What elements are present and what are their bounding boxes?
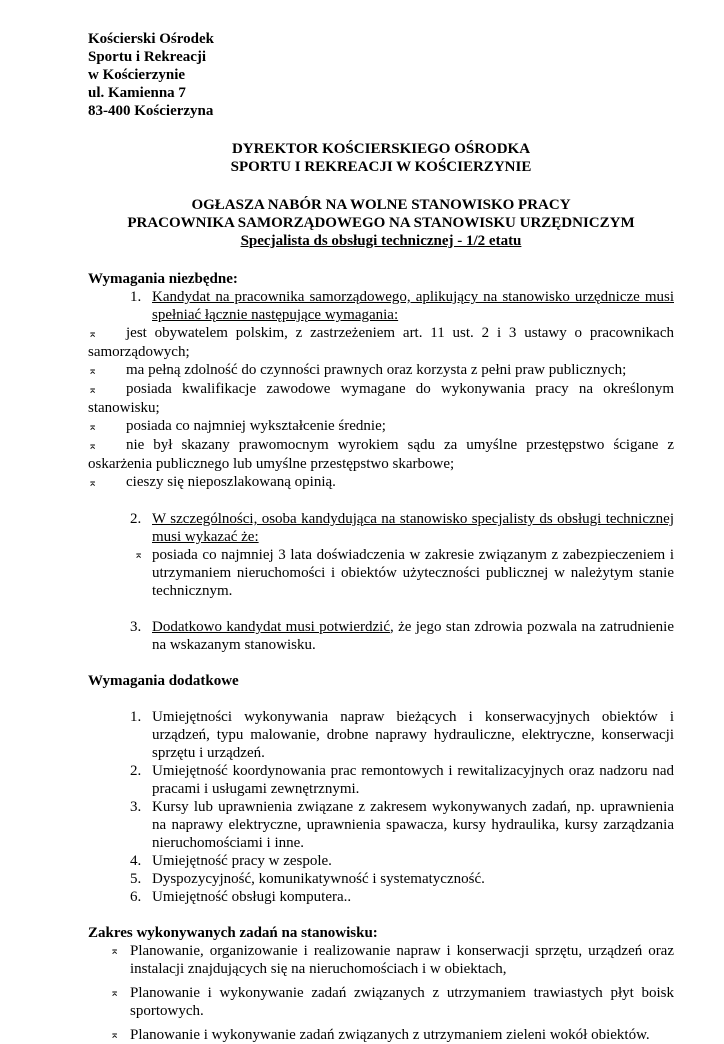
address-line: w Kościerzynie <box>88 67 186 83</box>
item-text: Umiejętność koordynowania prac remontowych i rewitalizacyjnych oraz nadzoru nad pracami i usługami zewnętrznymi. <box>152 763 674 797</box>
arrowhead-icon: ⌅ <box>88 383 98 396</box>
section-title: Zakres wykonywanych zadań na stanowisku: <box>88 925 378 941</box>
item-text: W szczególności, osoba kandydująca na stanowisko specjalisty ds obsługi technicznej musi wykazać że: <box>152 511 674 545</box>
announcement-line: OGŁASZA NABÓR NA WOLNE STANOWISKO PRACY <box>191 197 571 213</box>
task-item <box>88 984 674 1020</box>
bullet-text: jest obywatelem polskim, z zastrzeżeniem art. 11 ust. 2 i 3 ustawy o pracownikach samorządowych; <box>88 325 674 360</box>
requirement-bullet <box>88 380 674 417</box>
document-page <box>88 30 674 1044</box>
bullet-text: posiada kwalifikacje zawodowe wymagane do wykonywania pracy na określonym stanowisku; <box>88 381 674 416</box>
task-text: Planowanie i wykonywanie zadań związanych z utrzymaniem zieleni wokół obiektów. <box>130 1027 650 1043</box>
required-section <box>88 270 674 654</box>
bullet-text: nie był skazany prawomocnym wyrokiem sądu za umyślne przestępstwo ścigane z oskarżenia publicznego lub umyślne przestępstwo skarbowe; <box>88 437 674 472</box>
requirement-bullet <box>88 546 674 600</box>
address-line: ul. Kamienna 7 <box>88 85 186 101</box>
bullet-text: cieszy się nieposzlakowaną opinią. <box>126 474 336 490</box>
task-item <box>88 1026 674 1044</box>
item-number: 3. <box>130 619 142 635</box>
bullet-text: posiada co najmniej 3 lata doświadczenia w zakresie związanym z zabezpieczeniem i utrzymaniem nieruchomości i obiektów użyteczności publicznej w należytym stanie technicznym. <box>152 547 674 599</box>
position-title: Specjalista ds obsługi technicznej - 1/2 etatu <box>240 233 522 249</box>
item-number: 4. <box>130 853 142 869</box>
arrowhead-icon: ⌅ <box>110 986 120 999</box>
requirement-bullet <box>88 473 674 492</box>
bullet-text: posiada co najmniej wykształcenie średnie; <box>126 418 386 434</box>
task-text: Planowanie i wykonywanie zadań związanych z utrzymaniem trawiastych płyt boisk sportowych. <box>130 985 674 1019</box>
requirement-bullet <box>88 361 674 380</box>
item-number: 6. <box>130 889 142 905</box>
arrowhead-icon: ⌅ <box>88 364 98 377</box>
item-text: , że jego stan zdrowia pozwala na zatrudnienie na wskazanym stanowisku. <box>152 619 675 653</box>
address-line: Kościerski Ośrodek <box>88 31 214 47</box>
section-title: Wymagania dodatkowe <box>88 673 239 689</box>
arrowhead-icon: ⌅ <box>134 548 144 561</box>
item-number: 1. <box>130 709 142 725</box>
address-line: 83-400 Kościerzyna <box>88 103 214 119</box>
announcement-heading <box>88 196 674 250</box>
arrowhead-icon: ⌅ <box>88 327 98 340</box>
requirement-bullet <box>88 417 674 436</box>
arrowhead-icon: ⌅ <box>88 420 98 433</box>
item-text: Umiejętność pracy w zespole. <box>152 853 332 869</box>
item-text: Dyspozycyjność, komunikatywność i systematyczność. <box>152 871 485 887</box>
requirement-bullet <box>88 324 674 361</box>
required-item <box>88 510 674 546</box>
additional-item <box>88 870 674 888</box>
arrowhead-icon: ⌅ <box>88 476 98 489</box>
additional-item <box>88 762 674 798</box>
item-number: 2. <box>130 763 142 779</box>
additional-item <box>88 888 674 906</box>
section-title: Wymagania niezbędne: <box>88 271 238 287</box>
tasks-section <box>88 924 674 1044</box>
arrowhead-icon: ⌅ <box>88 439 98 452</box>
director-line: SPORTU I REKREACJI W KOŚCIERZYNIE <box>230 159 532 175</box>
item-text: Kandydat na pracownika samorządowego, aplikujący na stanowisko urzędnicze musi spełniać łącznie następujące wymagania: <box>152 289 674 323</box>
director-heading <box>88 140 674 176</box>
address-line: Sportu i Rekreacji <box>88 49 207 65</box>
arrowhead-icon: ⌅ <box>110 1028 120 1041</box>
sender-address <box>88 30 674 120</box>
bullet-text: ma pełną zdolność do czynności prawnych oraz korzysta z pełni praw publicznych; <box>126 362 627 378</box>
required-item <box>88 618 674 654</box>
director-line: DYREKTOR KOŚCIERSKIEGO OŚRODKA <box>231 141 531 157</box>
item-text: Umiejętności wykonywania napraw bieżących i konserwacyjnych obiektów i urządzeń, typu malowanie, drobne naprawy hydrauliczne, elektryczne, konserwacji sprzętu i urządzeń. <box>152 709 674 761</box>
additional-section <box>88 672 674 906</box>
requirement-bullet <box>88 436 674 473</box>
additional-item <box>88 798 674 852</box>
item-text: Umiejętność obsługi komputera.. <box>152 889 352 905</box>
task-item <box>88 942 674 978</box>
additional-item <box>88 708 674 762</box>
required-item <box>88 288 674 324</box>
additional-item <box>88 852 674 870</box>
item-number: 5. <box>130 871 142 887</box>
item-text: Kursy lub uprawnienia związane z zakresem wykonywanych zadań, np. uprawnienia na naprawy elektryczne, uprawnienia spawacza, kursy hydraulika, kursy zarządzania nieruchomościami i inne. <box>152 799 674 851</box>
arrowhead-icon: ⌅ <box>110 944 120 957</box>
announcement-line: PRACOWNIKA SAMORZĄDOWEGO NA STANOWISKU URZĘDNICZYM <box>127 215 635 231</box>
item-text-underlined: Dodatkowo kandydat musi potwierdzić <box>152 619 390 635</box>
item-number: 2. <box>130 511 142 527</box>
task-text: Planowanie, organizowanie i realizowanie napraw i konserwacji sprzętu, urządzeń oraz instalacji znajdujących się na nieruchomościach i w obiektach, <box>130 943 674 977</box>
item-number: 3. <box>130 799 142 815</box>
item-number: 1. <box>130 289 142 305</box>
